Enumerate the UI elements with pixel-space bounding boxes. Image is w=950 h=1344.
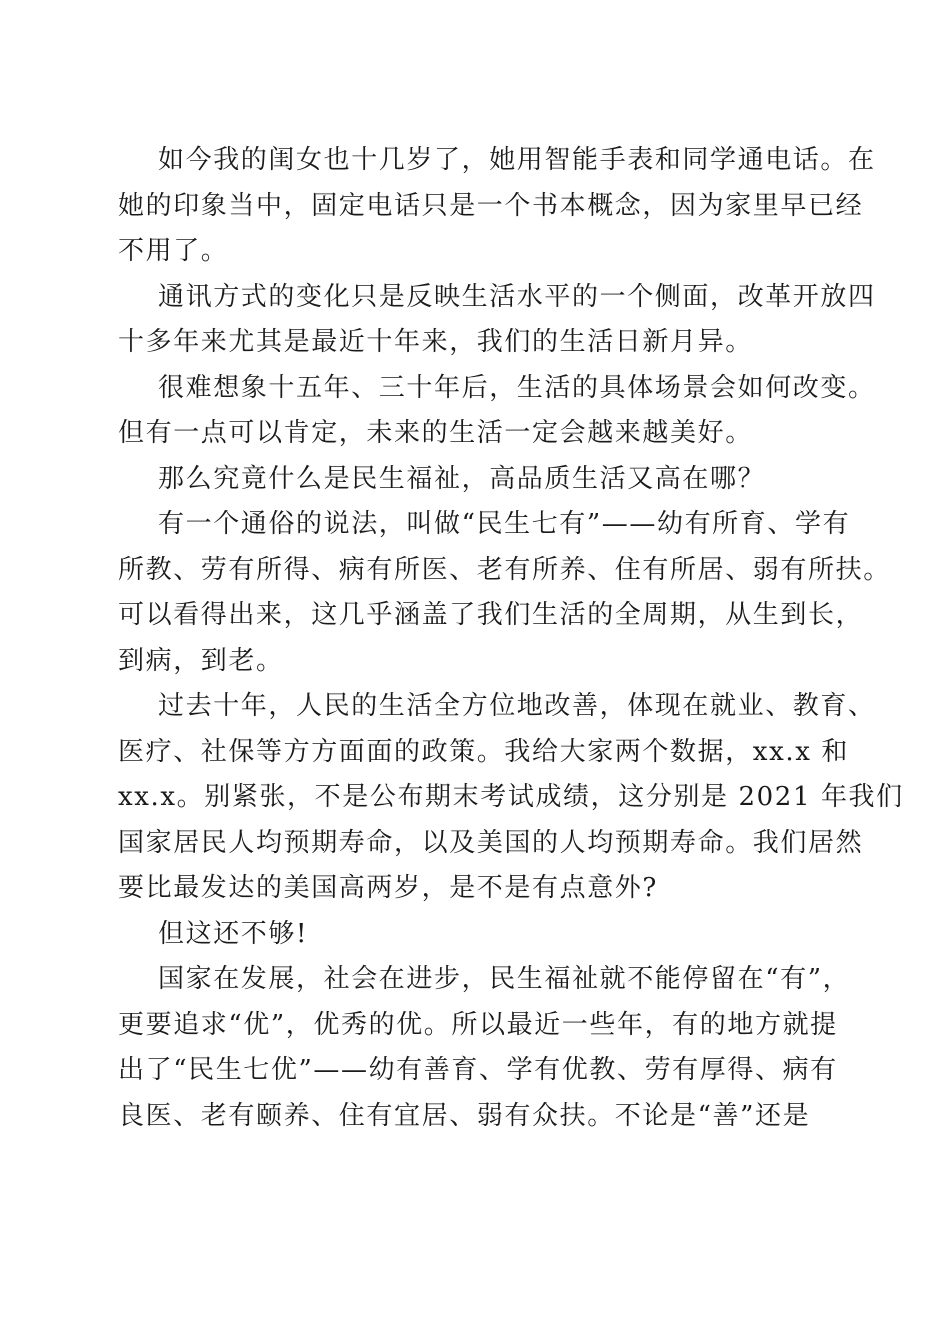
text-line: 国家居民人均预期寿命，以及美国的人均预期寿命。我们居然 <box>118 827 864 858</box>
text-line: 如今我的闺女也十几岁了，她用智能手表和同学通电话。在 <box>158 145 876 175</box>
text-line: 良医、老有颐养、住有宜居、弱有众扶。不论是“善”还是 <box>118 1100 811 1131</box>
text-line: 出了“民生七优”——幼有善育、学有优教、劳有厚得、病有 <box>118 1055 838 1085</box>
text-line: 所教、劳有所得、病有所医、老有所养、住有所居、弱有所扶。 <box>118 554 891 585</box>
text-line: 十多年来尤其是最近十年来，我们的生活日新月异。 <box>118 327 753 357</box>
text-line: 她的印象当中，固定电话只是一个书本概念，因为家里早已经 <box>118 190 864 221</box>
text-line: 有一个通俗的说法，叫做“民生七有”——幼有所育、学有 <box>158 509 851 539</box>
text-line: 到病，到老。 <box>118 645 284 676</box>
text-line: 但有一点可以肯定，未来的生活一定会越来越美好。 <box>118 418 753 448</box>
text-line: 不用了。 <box>118 236 229 266</box>
body-text <box>118 138 904 1139</box>
text-line: 医疗、社保等方方面面的政策。我给大家两个数据，xx.x 和 <box>118 736 849 767</box>
text-line: 通讯方式的变化只是反映生活水平的一个侧面，改革开放四 <box>158 281 876 312</box>
text-line: 要比最发达的美国高两岁，是不是有点意外? <box>118 873 658 903</box>
text-line: 但这还不够! <box>158 918 309 949</box>
text-line: 可以看得出来，这几乎涵盖了我们生活的全周期，从生到长， <box>118 600 864 630</box>
text-line: 更要追求“优”，优秀的优。所以最近一些年，有的地方就提 <box>118 1009 838 1040</box>
text-line: 很难想象十五年、三十年后，生活的具体场景会如何改变。 <box>158 372 876 403</box>
text-line: 过去十年，人民的生活全方位地改善，体现在就业、教育、 <box>158 691 876 721</box>
text-line: 国家在发展，社会在进步，民生福祉就不能停留在“有”， <box>158 964 851 994</box>
text-line: xx.x。别紧张，不是公布期末考试成绩，这分别是 2021 年我们 <box>118 782 904 812</box>
text-line: 那么究竟什么是民生福祉，高品质生活又高在哪？ <box>158 463 766 494</box>
